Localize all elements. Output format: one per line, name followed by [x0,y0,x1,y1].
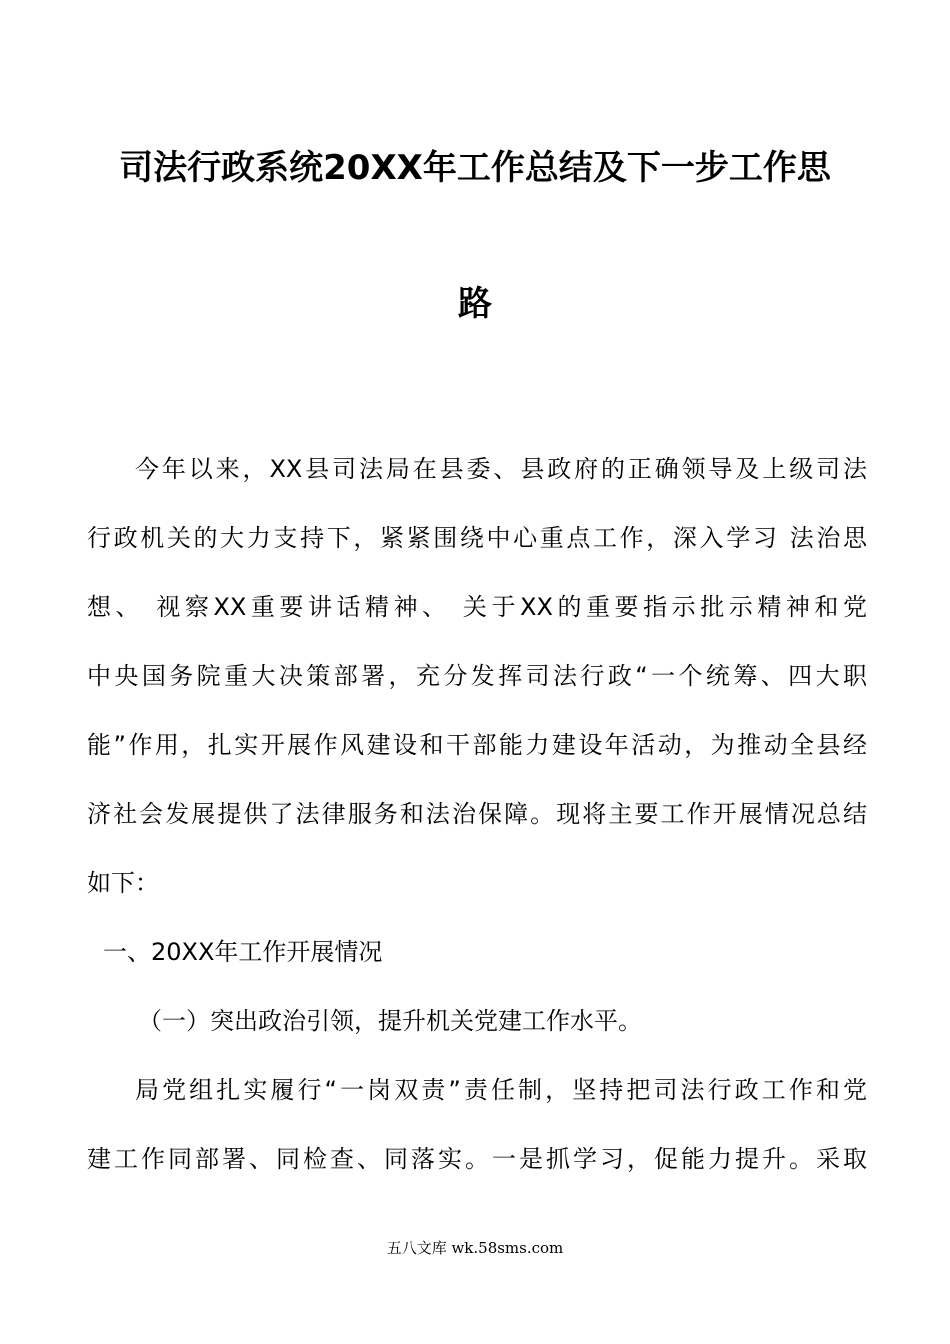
paragraph-1-line-7: 如下： [87,869,159,897]
paragraph-1-line-1: 今年以来，XX县司法局在县委、县政府的正确领导及上级司法 [135,455,867,483]
paragraph-1-line-4: 中央国务院重大决策部署，充分发挥司法行政“一个统筹、四大职 [87,662,867,690]
paragraph-1-line-5: 能”作用，扎实开展作风建设和干部能力建设年活动，为推动全县经 [87,731,867,759]
footer-watermark: 五八文库 wk.58sms.com [386,1239,564,1257]
paragraph-1-line-6: 济社会发展提供了法律服务和法治保障。现将主要工作开展情况总结 [87,800,867,828]
paragraph-2-line-2: 建工作同部署、同检查、同落实。一是抓学习，促能力提升。采取 [87,1145,867,1173]
paragraph-2-line-1: 局党组扎实履行“一岗双责”责任制，坚持把司法行政工作和党 [135,1076,867,1104]
paragraph-1-line-2: 行政机关的大力支持下，紧紧围绕中心重点工作，深入学习 法治思 [87,524,867,552]
paragraph-1-line-3: 想、 视察XX重要讲话精神、 关于XX的重要指示批示精神和党 [87,593,867,621]
section-1-heading: 一、20XX年工作开展情况 [103,938,383,966]
document-title-line-1: 司法行政系统20XX年工作总结及下一步工作思 [119,148,831,188]
subsection-1-heading: （一）突出政治引领，提升机关党建工作水平。 [138,1007,642,1035]
document-title-line-2: 路 [458,284,492,324]
